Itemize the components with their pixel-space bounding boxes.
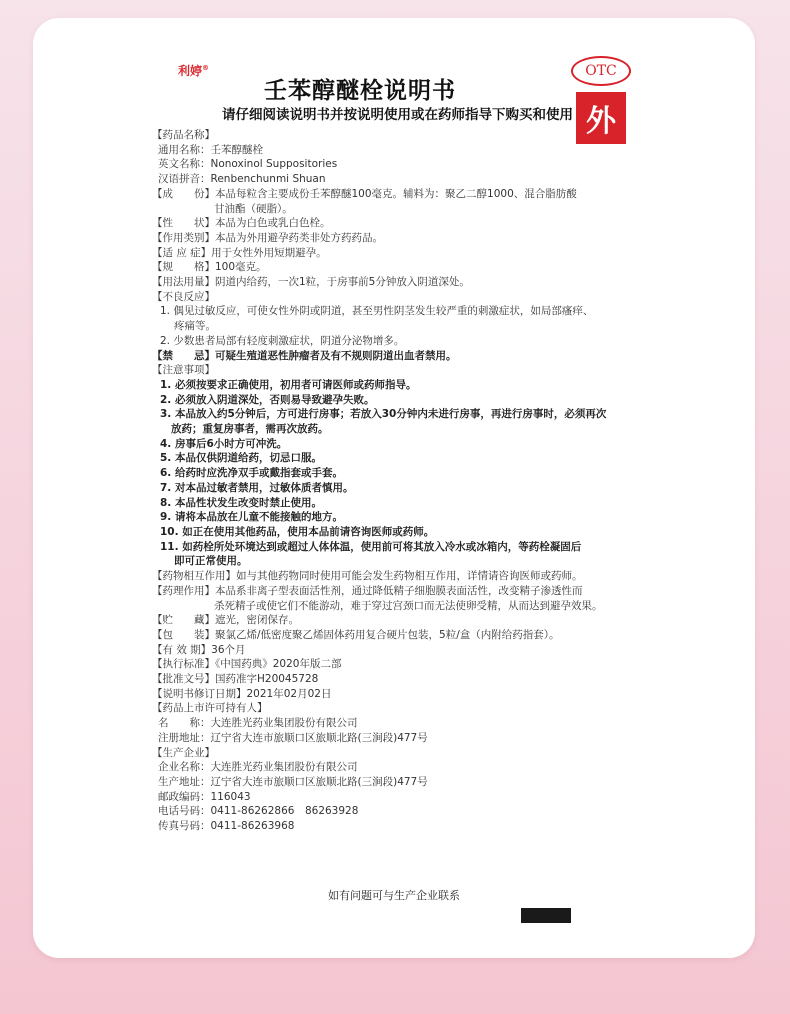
leaflet-line: 杀死精子或使它们不能游动，难于穿过宫颈口而无法使卵受精，从而达到避孕效果。 xyxy=(214,599,603,612)
leaflet-line: 甘油酯（硬脂）。 xyxy=(214,202,293,215)
leaflet-line: 【性 状】本品为白色或乳白色栓。 xyxy=(152,217,331,230)
leaflet-line: 【药理作用】本品系非离子型表面活性剂，通过降低精子细胞膜表面活性，改变精子渗透性而 xyxy=(152,584,583,597)
leaflet-line: 汉语拼音：Renbenchunmi Shuan xyxy=(158,173,326,186)
leaflet-line: 11. 如药栓所处环境达到或超过人体体温，使用前可将其放入冷水或冰箱内，等药栓凝固后 xyxy=(160,540,582,553)
leaflet-line: 【包 装】聚氯乙烯/低密度聚乙烯固体药用复合硬片包装，5粒/盒（内附给药指套）。 xyxy=(152,628,560,641)
registered-mark: ® xyxy=(202,64,210,72)
leaflet-line: 传真号码：0411-86263968 xyxy=(158,820,295,833)
leaflet-line: 7. 对本品过敏者禁用，过敏体质者慎用。 xyxy=(160,481,354,494)
leaflet-line: 5. 本品仅供阴道给药，切忌口服。 xyxy=(160,452,322,465)
leaflet-line: 【注意事项】 xyxy=(152,364,215,377)
leaflet-line: 名 称：大连胜光药业集团股份有限公司 xyxy=(158,717,358,730)
leaflet-line: 9. 请将本品放在儿童不能接触的地方。 xyxy=(160,511,343,524)
leaflet-line: 生产地址：辽宁省大连市旅顺口区旅顺北路(三涧段)477号 xyxy=(158,775,428,788)
contact-note: 如有问题可与生产企业联系 xyxy=(328,889,460,902)
leaflet-line: 邮政编码：116043 xyxy=(158,790,251,803)
leaflet-line: 2. 必须放入阴道深处，否则易导致避孕失败。 xyxy=(160,393,375,406)
leaflet-line: 1. 必须按要求正确使用，初用者可请医师或药师指导。 xyxy=(160,378,417,391)
leaflet-line: 【作用类别】本品为外用避孕药类非处方药药品。 xyxy=(152,231,383,244)
leaflet-line: 3. 本品放入约5分钟后，方可进行房事；若放入30分钟内未进行房事，再进行房事时，必须再次 xyxy=(160,408,607,421)
leaflet-line: 【不良反应】 xyxy=(152,290,215,303)
leaflet-line: 英文名称：Nonoxinol Suppositories xyxy=(158,158,338,171)
brand-name: 利婷 xyxy=(178,64,203,78)
leaflet-line: 【药品名称】 xyxy=(152,129,215,141)
leaflet-line: 企业名称：大连胜光药业集团股份有限公司 xyxy=(158,761,358,774)
external-use-badge: 外 xyxy=(576,92,626,144)
leaflet-line: 【贮 藏】遮光，密闭保存。 xyxy=(152,614,299,627)
leaflet-line: 8. 本品性状发生改变时禁止使用。 xyxy=(160,496,322,509)
leaflet-line: 1. 偶见过敏反应，可使女性外阴或阴道，甚至男性阴茎发生较严重的刺激症状，如局部瘙痒、 xyxy=(160,305,594,318)
leaflet-line: 【药物相互作用】如与其他药物同时使用可能会发生药物相互作用，详情请咨询医师或药师。 xyxy=(152,570,583,583)
leaflet-line: 【药品上市许可持有人】 xyxy=(152,702,268,715)
leaflet-line: 【批准文号】国药准字H20045728 xyxy=(152,673,319,686)
leaflet-line: 【说明书修订日期】2021年02月02日 xyxy=(152,687,332,700)
leaflet-line: 注册地址：辽宁省大连市旅顺口区旅顺北路(三涧段)477号 xyxy=(158,731,428,744)
redacted-block xyxy=(521,908,571,923)
leaflet-body xyxy=(152,128,652,834)
leaflet-line: 2. 少数患者局部有轻度刺激症状，阴道分泌物增多。 xyxy=(160,334,405,347)
leaflet-line: 【禁 忌】可疑生殖道恶性肿瘤者及有不规则阴道出血者禁用。 xyxy=(152,349,457,362)
leaflet-line: 【生产企业】 xyxy=(152,746,215,759)
page-title: 壬苯醇醚栓说明书 xyxy=(264,78,456,104)
leaflet-line: 疼痛等。 xyxy=(174,320,216,333)
leaflet-line: 【用法用量】阴道内给药，一次1粒，于房事前5分钟放入阴道深处。 xyxy=(152,276,470,289)
leaflet-line: 【有 效 期】36个月 xyxy=(152,643,246,656)
leaflet-line: 电话号码：0411-86262866 86263928 xyxy=(158,805,359,818)
leaflet-line: 即可正常使用。 xyxy=(174,555,248,568)
page-subtitle: 请仔细阅读说明书并按说明使用或在药师指导下购买和使用 xyxy=(222,107,573,123)
leaflet-line: 【执行标准】《中国药典》2020年版二部 xyxy=(152,658,342,671)
leaflet-line: 通用名称：壬苯醇醚栓 xyxy=(158,143,263,156)
leaflet-line: 6. 给药时应洗净双手或戴指套或手套。 xyxy=(160,467,343,480)
leaflet-line: 放药；重复房事者，需再次放药。 xyxy=(171,423,329,436)
brand-logo xyxy=(178,62,209,79)
leaflet-line: 【规 格】100毫克。 xyxy=(152,261,267,274)
leaflet-line: 4. 房事后6小时方可冲洗。 xyxy=(160,437,288,450)
leaflet-line: 10. 如正在使用其他药品，使用本品前请咨询医师或药师。 xyxy=(160,525,435,538)
leaflet-line: 【适 应 症】用于女性外用短期避孕。 xyxy=(152,246,327,259)
leaflet-line: 【成 份】本品每粒含主要成份壬苯醇醚100毫克。辅料为：聚乙二醇1000、混合脂肪酸 xyxy=(152,187,577,200)
otc-badge: OTC xyxy=(571,56,631,86)
